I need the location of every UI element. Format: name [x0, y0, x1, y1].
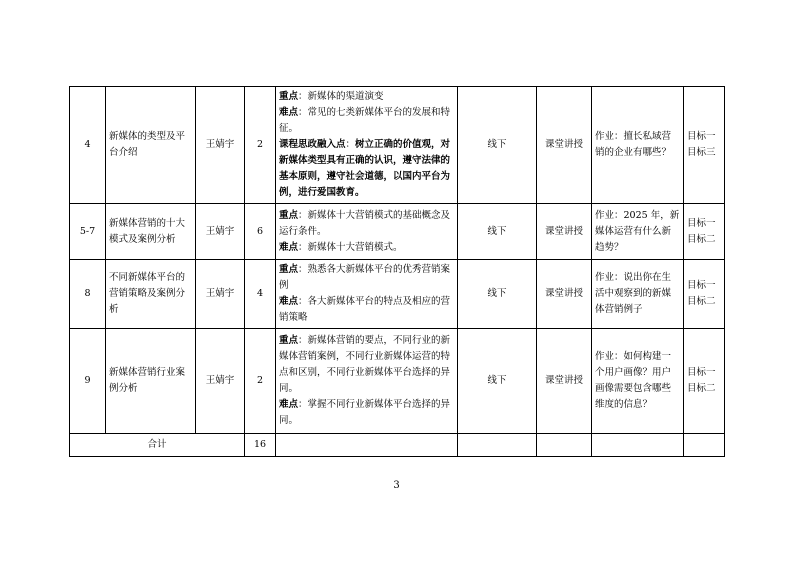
table-row — [70, 87, 725, 204]
goal-item: 目标一 — [687, 217, 716, 229]
table-row — [70, 204, 725, 260]
content-item-text: 熟悉各大新媒体平台的优秀营销案例 — [279, 264, 451, 291]
chapter-name-cell: 新媒体营销行业案例分析 — [106, 329, 196, 434]
hours-cell: 4 — [245, 260, 276, 329]
schedule-body — [70, 87, 725, 457]
content-item-separator: ： — [298, 241, 308, 253]
content-item — [279, 294, 454, 326]
content-item — [279, 137, 454, 201]
goal-item: 目标三 — [687, 147, 716, 158]
total-hours: 16 — [245, 434, 276, 457]
content-item-separator: ： — [298, 107, 308, 118]
content-item-separator: ： — [298, 335, 308, 346]
content-item-text: 掌握不同行业新媒体平台选择的异同。 — [279, 399, 451, 426]
empty-cell — [684, 434, 725, 457]
content-item — [279, 105, 454, 137]
assignment-cell: 作业：如何构建一个用户画像？用户画像需要包含哪些维度的信息？ — [592, 329, 684, 434]
teaching-mode-cell: 线下 — [458, 329, 537, 434]
content-item-text: 常见的七类新媒体平台的发展和特征。 — [279, 107, 451, 134]
teaching-method-cell: 课堂讲授 — [537, 329, 592, 434]
teaching-mode-cell: 线下 — [458, 260, 537, 329]
week-cell: 4 — [70, 87, 106, 204]
teacher-cell: 王婧宇 — [196, 204, 245, 260]
content-cell — [276, 87, 458, 204]
table-row — [70, 329, 725, 434]
teaching-mode-cell: 线下 — [458, 204, 537, 260]
content-item-label: 难点 — [279, 399, 299, 410]
content-item — [279, 208, 454, 240]
hours-cell: 2 — [245, 329, 276, 434]
goals-cell — [684, 329, 725, 434]
content-item-text: 新媒体十大营销模式的基础概念及运行条件。 — [279, 209, 451, 237]
goal-item: 目标一 — [687, 280, 716, 291]
table-row — [70, 260, 725, 329]
content-item-separator: ： — [345, 139, 356, 150]
content-item-text: 各大新媒体平台的特点及相应的营销策略 — [279, 296, 451, 323]
content-item — [279, 333, 454, 397]
teacher-cell: 王婧宇 — [196, 87, 245, 204]
goal-item: 目标一 — [687, 367, 716, 378]
hours-cell: 6 — [245, 204, 276, 260]
goal-item: 目标二 — [687, 296, 716, 307]
assignment-cell: 作业：说出你在生活中观察到的新媒体营销例子 — [592, 260, 684, 329]
teaching-method-cell: 课堂讲授 — [537, 87, 592, 204]
goals-cell — [684, 204, 725, 260]
content-item-label: 重点 — [279, 335, 299, 346]
goals-cell — [684, 87, 725, 204]
content-item-separator: ： — [298, 264, 308, 275]
teaching-method-cell: 课堂讲授 — [537, 260, 592, 329]
page-number: 3 — [393, 480, 400, 491]
total-row — [70, 434, 725, 457]
content-item-separator: ： — [298, 296, 308, 307]
content-item — [279, 262, 454, 294]
assignment-cell: 作业：擅长私域营销的企业有哪些？ — [592, 87, 684, 204]
content-cell — [276, 204, 458, 260]
content-item-label: 难点 — [279, 107, 299, 118]
teacher-cell: 王婧宇 — [196, 260, 245, 329]
content-item-label: 重点 — [279, 91, 299, 102]
content-cell — [276, 260, 458, 329]
content-item-label: 难点 — [279, 296, 299, 307]
teacher-cell: 王婧宇 — [196, 329, 245, 434]
empty-cell — [537, 434, 592, 457]
teaching-method-cell: 课堂讲授 — [537, 204, 592, 260]
assignment-cell: 作业：2025 年，新媒体运营有什么新趋势？ — [592, 204, 684, 260]
chapter-name-cell: 新媒体营销的十大模式及案例分析 — [106, 204, 196, 260]
content-item-text: 树立正确的价值观，对新媒体类型具有正确的认识，遵守法律的基本原则，遵守社会道德，以国内平台为例，进行爱国教育。 — [279, 139, 451, 198]
content-item-label: 重点 — [279, 264, 299, 275]
content-item-text: 新媒体的渠道演变 — [307, 91, 384, 102]
content-item-text: 新媒体十大营销模式。 — [307, 241, 403, 253]
empty-cell — [592, 434, 684, 457]
goals-cell — [684, 260, 725, 329]
content-item — [279, 89, 454, 105]
chapter-name-cell: 新媒体的类型及平台介绍 — [106, 87, 196, 204]
week-cell: 5-7 — [70, 204, 106, 260]
content-item — [279, 397, 454, 429]
content-item-separator: ： — [298, 399, 308, 410]
schedule-table — [69, 86, 725, 457]
content-item — [279, 240, 454, 256]
content-cell — [276, 329, 458, 434]
goal-item: 目标一 — [687, 131, 716, 142]
content-item-label: 难点 — [279, 241, 299, 253]
week-cell: 9 — [70, 329, 106, 434]
week-cell: 8 — [70, 260, 106, 329]
content-item-separator: ： — [298, 209, 308, 221]
empty-cell — [276, 434, 458, 457]
goal-item: 目标二 — [687, 383, 716, 394]
content-item-label: 课程思政融入点 — [279, 139, 346, 150]
empty-cell — [458, 434, 537, 457]
content-item-text: 新媒体营销的要点，不同行业的新媒体营销案例，不同行业新媒体运营的特点和区别，不同行业新媒体平台选择的异同。 — [279, 335, 451, 394]
total-label: 合计 — [70, 434, 245, 457]
chapter-name-cell: 不同新媒体平台的营销策略及案例分析 — [106, 260, 196, 329]
goal-item: 目标二 — [687, 233, 716, 245]
teaching-mode-cell: 线下 — [458, 87, 537, 204]
content-item-label: 重点 — [279, 209, 299, 221]
hours-cell: 2 — [245, 87, 276, 204]
content-item-separator: ： — [298, 91, 308, 102]
